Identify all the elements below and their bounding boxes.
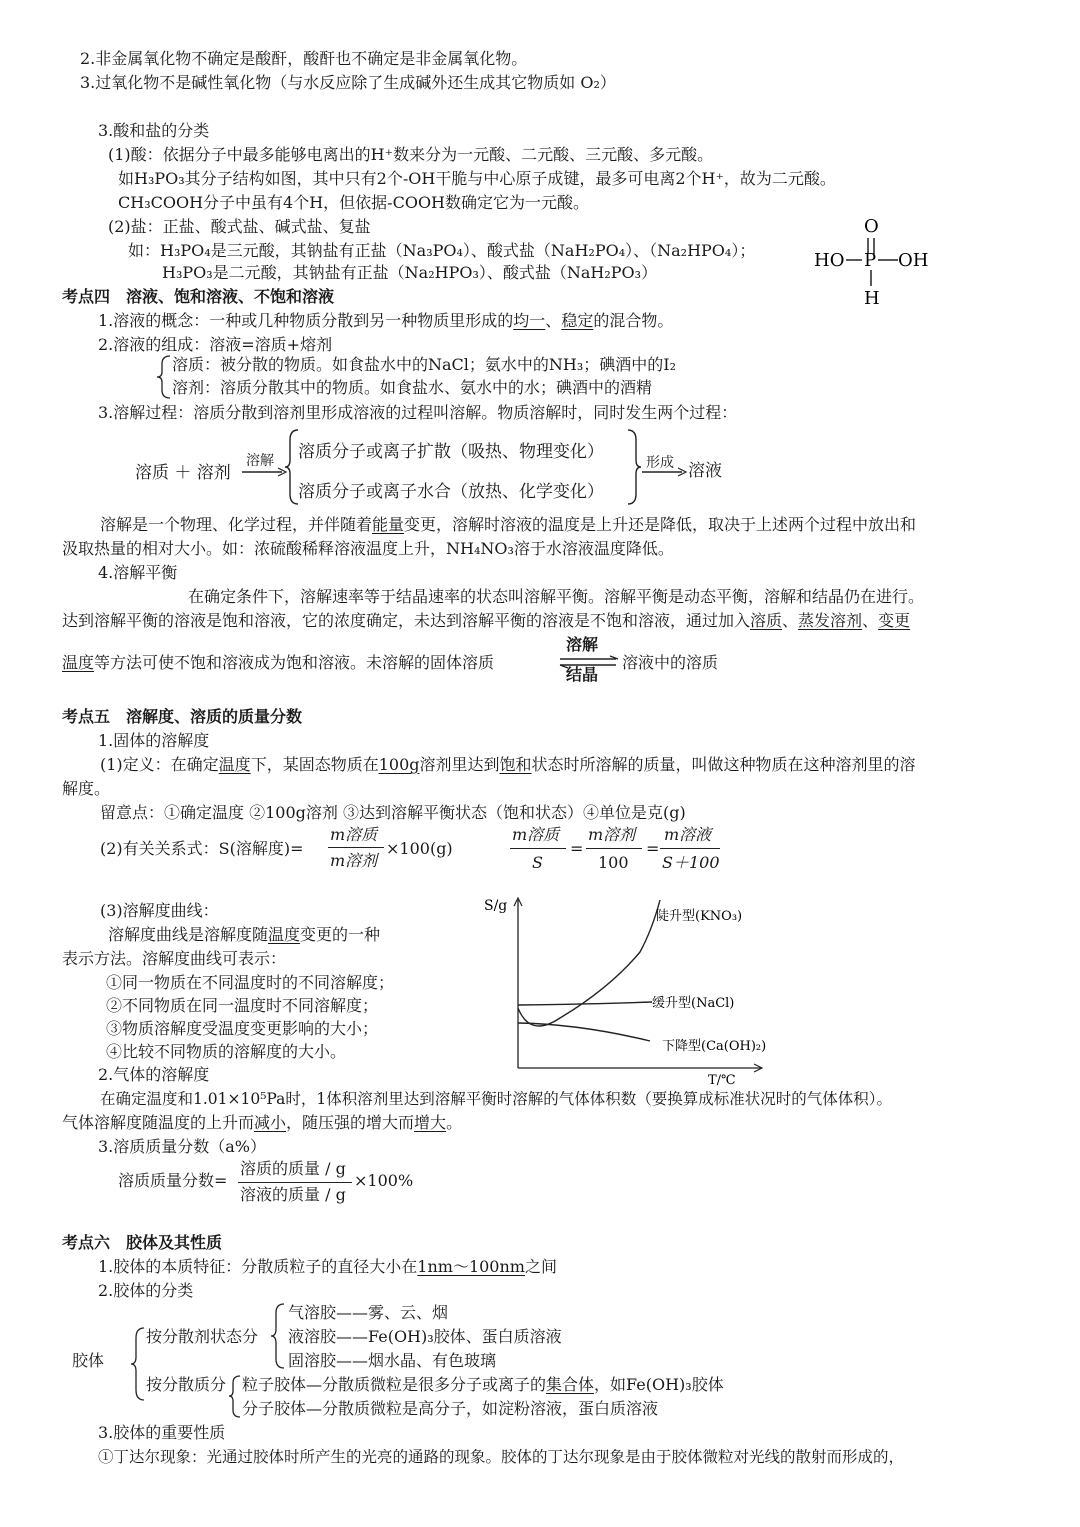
text-line: 溶液中的溶质 — [622, 653, 719, 672]
left-brace — [228, 1374, 242, 1420]
text-line: 3.溶质质量分数（a%） — [98, 1137, 267, 1156]
series-line-kno3 — [518, 900, 660, 1026]
eq-left: 溶质 ＋ 溶剂 — [135, 463, 231, 483]
eq-sign: = — [570, 839, 584, 858]
tree-branch: 按分散质分 — [146, 1375, 227, 1394]
text-line: 1.胶体的本质特征：分散质粒子的直径大小在1nm～100nm之间 — [98, 1257, 557, 1276]
text-line: 气体溶解度随温度的上升而减小，随压强的增大而增大。 — [62, 1113, 463, 1132]
text-line: 1.溶液的概念：一种或几种物质分散到另一种物质里形成的均一、稳定的混合物。 — [98, 311, 674, 330]
series-label: 陡升型(KNO₃) — [656, 909, 743, 924]
text-line: 解度。 — [62, 779, 111, 798]
list-item: ②不同物质在同一温度时不同溶解度； — [106, 996, 379, 1015]
note-line: 2.非金属氧化物不确定是酸酐，酸酐也不确定是非金属氧化物。 — [80, 49, 528, 68]
series-label: 缓升型(NaCl) — [652, 996, 735, 1011]
text-line: 温度等方法可使不饱和溶液成为饱和溶液。未溶解的固体溶质 — [62, 653, 495, 672]
fraction-num: m溶质 — [512, 825, 560, 844]
fraction-num: 溶质的质量 / g — [240, 1159, 346, 1178]
text-line: (1)定义：在确定温度下，某固态物质在100g溶剂里达到饱和状态时所溶解的质量，叫做这种物质在这种溶剂里的溶 — [100, 755, 916, 774]
eq-sign: = — [646, 839, 660, 858]
arrow-icon — [242, 468, 288, 476]
right-brace — [626, 428, 642, 506]
text-line: (1)酸：依据分子中最多能够电离出的H⁺数来分为一元酸、二元酸、三元酸、多元酸。 — [108, 145, 714, 164]
fraction-num: m溶质 — [330, 825, 378, 844]
text-line: 溶解是一个物理、化学过程，并伴随着能量变更，溶解时溶液的温度是上升还是降低，取决于上述两个过程中放出和 — [100, 515, 917, 534]
eq-process: 溶质分子或离子水合（放热、化学变化） — [298, 482, 604, 502]
list-item: ③物质溶解度受温度变更影响的大小； — [106, 1019, 379, 1038]
atom-h: H — [864, 288, 880, 309]
equilibrium-top: 溶解 — [566, 635, 599, 654]
left-brace — [270, 1302, 286, 1370]
text-line: (2)盐：正盐、酸式盐、碱式盐、复盐 — [108, 217, 371, 236]
text-line: 如H₃PO₃其分子结构如图，其中只有2个-OH干脆与中心原子成键，最多可电离2个H⁺，故为二元酸。 — [118, 169, 836, 188]
tree-leaf: 分子胶体—分散质微粒是高分子，如淀粉溶液，蛋白质溶液 — [242, 1399, 659, 1418]
tree-leaf: 固溶胶——烟水晶、有色玻璃 — [288, 1351, 497, 1370]
eq-process: 溶质分子或离子扩散（吸热、物理变化） — [298, 442, 604, 462]
text-line: 溶质：被分散的物质。如食盐水中的NaCl；氨水中的NH₃；碘酒中的I₂ — [172, 355, 677, 374]
atom-p: P — [864, 250, 877, 271]
text-line: 4.溶解平衡 — [98, 563, 178, 582]
x-axis-label: T/℃ — [708, 1073, 736, 1088]
arrow-icon — [642, 468, 688, 476]
atom-o: O — [864, 216, 879, 237]
tree-leaf: 液溶胶——Fe(OH)₃胶体、蛋白质溶液 — [288, 1327, 562, 1346]
eq-right: 溶液 — [688, 461, 722, 481]
text-line: (3)溶解度曲线： — [100, 901, 219, 920]
text-line: 表示方法。溶解度曲线可表示： — [62, 949, 287, 968]
atom-oh: OH — [898, 250, 929, 271]
keyword: 稳定 — [561, 311, 594, 330]
atom-ho: HO — [814, 250, 845, 271]
equilibrium-bottom: 结晶 — [566, 665, 599, 684]
left-brace — [130, 1326, 146, 1402]
text-line: 在确定温度和1.01×10⁵Pa时，1体积溶剂里达到溶解平衡时溶解的气体体积数（要换算成标准状况时的气体体积）。 — [100, 1090, 893, 1108]
section-heading: 3.酸和盐的分类 — [98, 121, 210, 140]
note-line: 3.过氧化物不是碱性氧化物（与水反应除了生成碱外还生成其它物质如 O₂） — [80, 73, 616, 92]
text-line: 达到溶解平衡的溶液是饱和溶液，它的浓度确定，未达到溶解平衡的溶液是不饱和溶液，通过加入溶质、蒸发溶剂、变更 — [62, 611, 911, 630]
section-title: 考点六 胶体及其性质 — [62, 1233, 223, 1252]
text-line: ①丁达尔现象：光通过胶体时所产生的光亮的通路的现象。胶体的丁达尔现象是由于胶体微粒对光线的散射而形成的， — [98, 1448, 905, 1466]
fraction-den: S＋100 — [662, 853, 720, 872]
formula-label: 溶质质量分数= — [118, 1171, 228, 1190]
tree-leaf: 气溶胶——雾、云、烟 — [288, 1303, 449, 1322]
text-line: 溶剂：溶质分散其中的物质。如食盐水、氨水中的水；碘酒中的酒精 — [172, 378, 653, 397]
list-item: ④比较不同物质的溶解度的大小。 — [106, 1042, 347, 1061]
tree-root: 胶体 — [72, 1351, 105, 1370]
fraction-den: 100 — [598, 853, 629, 872]
series-label: 下降型(Ca(OH)₂) — [662, 1039, 767, 1054]
text-line: 2.气体的溶解度 — [98, 1065, 210, 1084]
eq-arrow-label: 溶解 — [246, 453, 274, 469]
text-line: 1.固体的溶解度 — [98, 731, 210, 750]
text-line: 汲取热量的相对大小。如：浓硫酸稀释溶液温度上升，NH₄NO₃溶于水溶液温度降低。 — [62, 539, 674, 558]
section-title: 考点五 溶解度、溶质的质量分数 — [62, 707, 303, 726]
section-title: 考点四 溶液、饱和溶液、不饱和溶液 — [62, 287, 335, 306]
fraction-den: 溶液的质量 / g — [240, 1185, 346, 1204]
h3po3-structure — [808, 214, 948, 314]
text-line: 溶解度曲线是溶解度随温度变更的一种 — [108, 925, 381, 944]
text-line: 3.胶体的重要性质 — [98, 1423, 226, 1442]
fraction-num: m溶剂 — [588, 825, 636, 844]
left-brace — [156, 354, 172, 400]
text-line: 留意点：①确定温度 ②100g溶剂 ③达到溶解平衡状态（饱和状态）④单位是克(g) — [100, 803, 686, 822]
tree-branch: 按分散剂状态分 — [146, 1327, 259, 1346]
formula-mul: ×100(g) — [386, 839, 453, 858]
fraction-den: S — [532, 853, 543, 872]
y-axis-label: S/g — [484, 898, 508, 914]
text-line: 3.溶解过程：溶质分散到溶剂里形成溶液的过程叫溶解。物质溶解时，同时发生两个过程： — [98, 403, 738, 422]
eq-form-label: 形成 — [646, 455, 674, 471]
formula-label: (2)有关关系式：S(溶解度)= — [100, 839, 304, 858]
fraction-num: m溶液 — [664, 825, 712, 844]
formula-mul: ×100% — [354, 1171, 414, 1190]
text-line: 2.溶液的组成：溶液=溶质+熔剂 — [98, 335, 333, 354]
list-item: ①同一物质在不同温度时的不同溶解度； — [106, 973, 395, 992]
text-line: 在确定条件下，溶解速率等于结晶速率的状态叫溶解平衡。溶解平衡是动态平衡，溶解和结晶仍在进行。 — [188, 587, 925, 606]
solubility-chart — [480, 890, 800, 1088]
text-line: 2.胶体的分类 — [98, 1281, 194, 1300]
text-line: CH₃COOH分子中虽有4个H，但依据-COOH数确定它为一元酸。 — [118, 193, 590, 212]
keyword: 均一 — [513, 311, 546, 330]
text-line: H₃PO₃是二元酸，其钠盐有正盐（Na₂HPO₃）、酸式盐（NaH₂PO₃） — [162, 263, 658, 282]
fraction-den: m溶剂 — [330, 851, 378, 870]
tree-leaf: 粒子胶体—分散质微粒是很多分子或离子的集合体，如Fe(OH)₃胶体 — [242, 1375, 724, 1394]
text-line: 如：H₃PO₄是三元酸，其钠盐有正盐（Na₃PO₄）、酸式盐（NaH₂PO₄）、（Na₂HPO₄）； — [128, 241, 756, 260]
